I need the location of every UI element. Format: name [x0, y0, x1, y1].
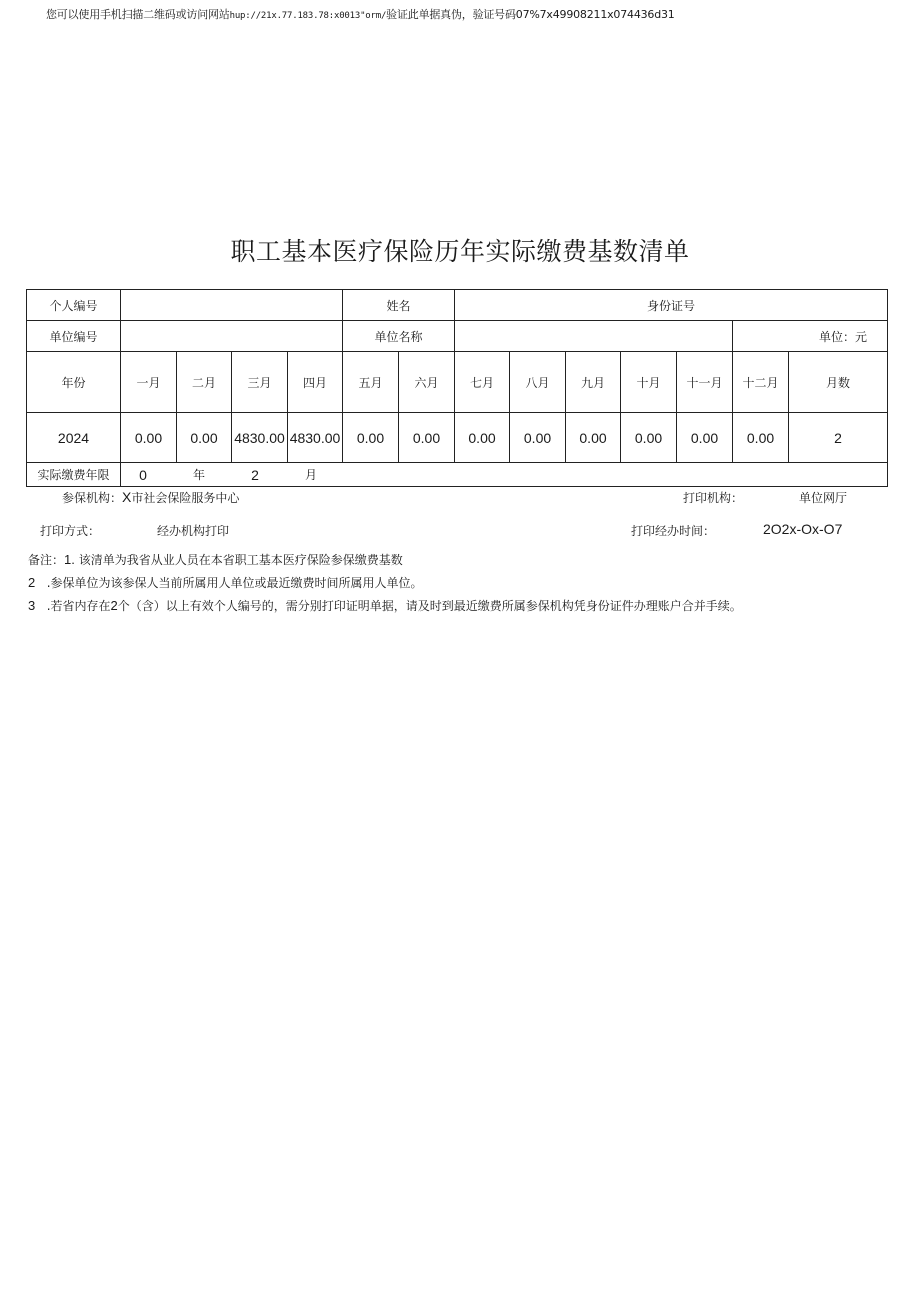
personal-no-label: 个人编号 — [27, 290, 121, 321]
verification-note — [46, 6, 906, 22]
id-label: 身份证号 — [455, 290, 888, 321]
year-header: 年份 — [27, 352, 121, 413]
note-prefix: 备注： — [28, 553, 65, 567]
month-header: 三月 — [232, 352, 288, 413]
base-cell: 4830.00 — [232, 413, 288, 463]
payment-months-unit: 月 — [304, 468, 317, 482]
institution-value: 市社会保险服务中心 — [131, 491, 240, 505]
base-cell: 0.00 — [677, 413, 733, 463]
month-header: 七月 — [455, 352, 510, 413]
print-org-label: 打印机构： — [683, 491, 744, 505]
verification-suffix: 验证此单据真伪，验证号码07%7x49908211x074436d31 — [386, 8, 675, 21]
print-org-value: 单位网厅 — [799, 491, 848, 505]
count-cell: 2 — [789, 413, 888, 463]
currency-unit: 单位：元 — [733, 321, 888, 352]
count-header: 月数 — [789, 352, 888, 413]
contribution-table — [26, 289, 888, 487]
base-cell: 0.00 — [455, 413, 510, 463]
print-time-text: 2O2x-Ox-O7 — [763, 521, 843, 537]
unit-name-value — [455, 321, 733, 352]
note-text: .若省内存在 — [46, 599, 111, 613]
month-header: 六月 — [399, 352, 455, 413]
note-number: 1. — [64, 552, 75, 567]
month-header: 十二月 — [733, 352, 789, 413]
note-count: 2 — [110, 598, 118, 613]
note-text: 该清单为我省从业人员在本省职工基本医疗保险参保缴费基数 — [78, 553, 403, 567]
print-time-value — [763, 521, 842, 537]
unit-no-label: 单位编号 — [27, 321, 121, 352]
month-header: 十一月 — [677, 352, 733, 413]
payment-months-count: 2 — [251, 466, 259, 483]
base-cell: 0.00 — [733, 413, 789, 463]
note-line-1 — [28, 551, 403, 568]
payment-years-count: 0 — [139, 466, 147, 483]
note-text: .参保单位为该参保人当前所属用人单位或最近缴费时间所属用人单位。 — [46, 576, 423, 590]
base-cell: 0.00 — [566, 413, 621, 463]
table-row — [27, 413, 888, 463]
verification-url[interactable]: hup://21x.77.183.78:x0013"orm/ — [229, 11, 387, 21]
unit-name-label: 单位名称 — [343, 321, 455, 352]
institution-prefix: X — [122, 489, 132, 505]
year-cell: 2024 — [27, 413, 121, 463]
payment-years-unit: 年 — [192, 468, 205, 482]
payment-years-row — [27, 463, 888, 487]
personal-info-row — [27, 290, 888, 321]
month-header: 五月 — [343, 352, 399, 413]
base-cell: 0.00 — [399, 413, 455, 463]
payment-years-value — [121, 463, 888, 487]
note-text: 个（含）以上有效个人编号的，需分别打印证明单据，请及时到最近缴费所属参保机构凭身份证件办理账户合并手续。 — [117, 599, 742, 613]
print-method-value: 经办机构打印 — [157, 524, 230, 538]
name-label: 姓名 — [343, 290, 455, 321]
note-number: 3 — [28, 598, 36, 613]
month-header: 四月 — [288, 352, 343, 413]
note-line-3 — [28, 597, 742, 614]
month-header-row — [27, 352, 888, 413]
month-header: 九月 — [566, 352, 621, 413]
print-method-label: 打印方式： — [40, 524, 101, 538]
base-cell: 0.00 — [121, 413, 177, 463]
month-header: 二月 — [177, 352, 232, 413]
note-line-2 — [28, 574, 423, 591]
institution-label: 参保机构： — [62, 491, 123, 505]
base-cell: 0.00 — [177, 413, 232, 463]
unit-info-row — [27, 321, 888, 352]
institution — [62, 489, 239, 506]
note-number: 2 — [28, 575, 36, 590]
month-header: 一月 — [121, 352, 177, 413]
base-cell: 0.00 — [343, 413, 399, 463]
month-header: 十月 — [621, 352, 677, 413]
verification-prefix: 您可以使用手机扫描二维码或访问网站 — [46, 8, 230, 21]
page-title: 职工基本医疗保险历年实际缴费基数清单 — [230, 237, 690, 266]
personal-no-value — [121, 290, 343, 321]
base-cell: 0.00 — [510, 413, 566, 463]
base-cell: 4830.00 — [288, 413, 343, 463]
base-cell: 0.00 — [621, 413, 677, 463]
print-time-label: 打印经办时间： — [631, 524, 716, 538]
unit-no-value — [121, 321, 343, 352]
payment-years-label: 实际缴费年限 — [27, 463, 121, 487]
month-header: 八月 — [510, 352, 566, 413]
